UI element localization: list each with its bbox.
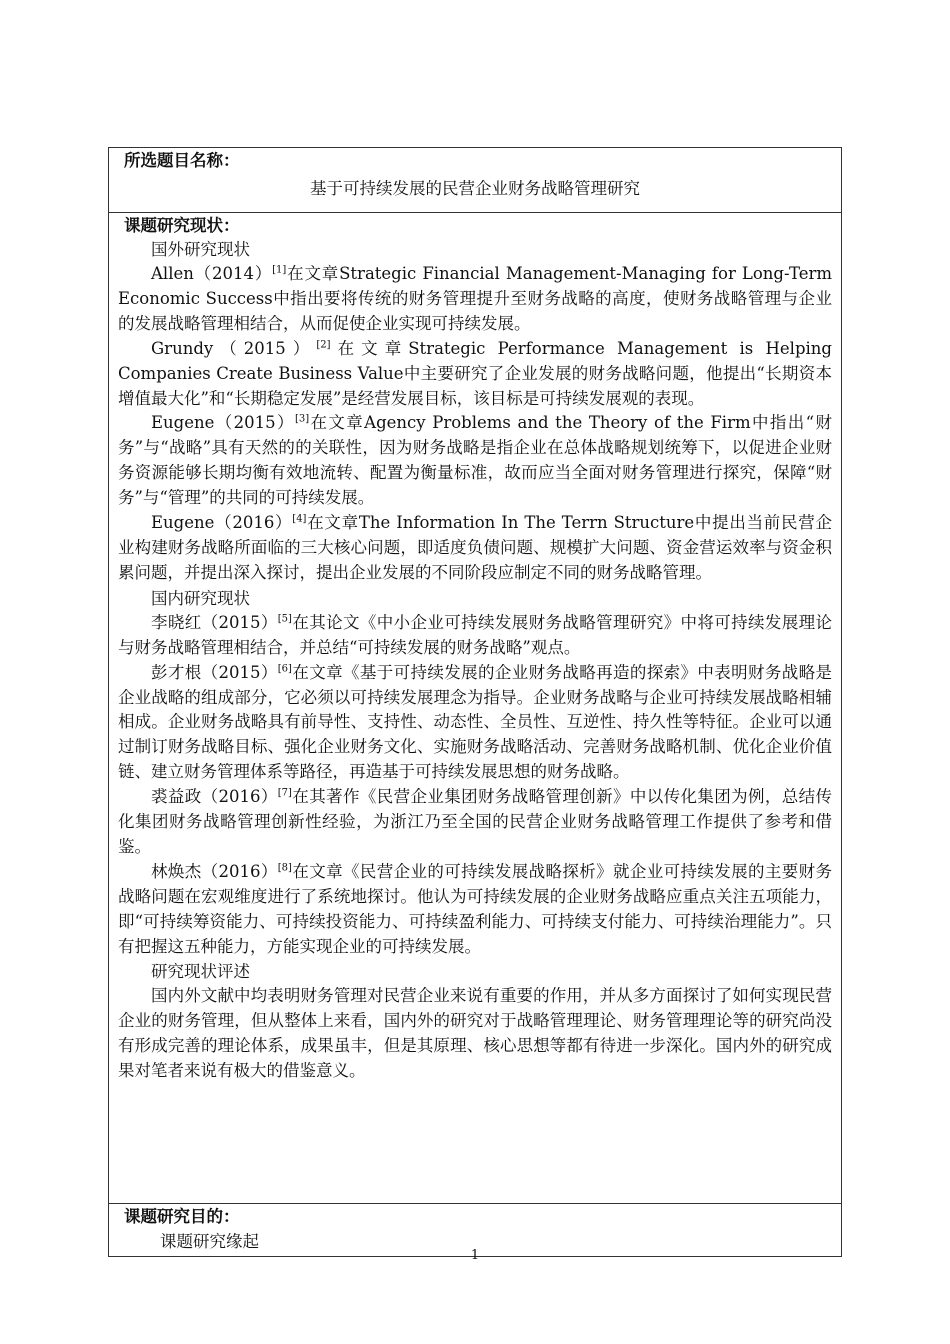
paragraph-text: 在文章Strategic Financial Management-Managing for Long-Term Economic Success中指出要将传统的财务管理提升至财务战略的高度，使财务战略管理与企业的发展战略管理相结合，从而促使企业实现可持续发展。 — [118, 264, 832, 333]
citation-ref: [6] — [277, 663, 292, 675]
domestic-heading: 国内研究现状 — [151, 588, 250, 608]
paragraph-text: 在文章《基于可持续发展的企业财务战略再造的探索》中表明财务战略是企业战略的组成部分，它必须以可持续发展理念为指导。企业财务战略与企业可持续发展战略相辅相成。企业财务战略具有前导性、支持性、动态性、全员性、互逆性、持久性等特征。企业可以通过制订财务战略目标、强化企业财务文化、实施财务战略活动、完善财务战略机制、优化企业价值链、建立财务管理体系等路径，再造基于可持续发展思想的财务战略。 — [118, 662, 833, 782]
domestic-paragraph — [118, 661, 832, 786]
proposal-table — [108, 147, 842, 1257]
review-heading: 研究现状评述 — [151, 962, 250, 982]
paragraph-text: 在文章《民营企业的可持续发展战略探析》就企业可持续发展的主要财务战略问题在宏观维度进行了系统地探讨。他认为可持续发展的企业财务战略应重点关注五项能力，即“可持续筹资能力、可持续投资能力、可持续盈利能力、可持续支付能力、可持续治理能力”。只有把握这五种能力，方能实现企业的可持续发展。 — [118, 861, 833, 956]
purpose-subheading: 课题研究缘起 — [160, 1232, 259, 1251]
citation-ref: [4] — [292, 513, 307, 525]
paragraph-text: 在其著作《民营企业集团财务战略管理创新》中以传化集团为例，总结传化集团财务战略管理创新性经验，为浙江乃至全国的民营企业财务战略管理工作提供了参考和借鉴。 — [118, 787, 833, 856]
purpose-label: 课题研究目的： — [124, 1207, 240, 1226]
citation-author: Allen（2014） — [151, 264, 273, 283]
topic-row — [109, 148, 842, 213]
topic-cell — [109, 148, 842, 213]
citation-ref: [8] — [277, 862, 292, 874]
review-paragraph: 国内外文献中均表明财务管理对民营企业来说有重要的作用，并从多方面探讨了如何实现民营企业的财务管理，但从整体上来看，国内外的研究对于战略管理理论、财务管理理论等的研究尚没有形成完善的理论体系，成果虽丰，但是其原理、核心思想等都有待进一步深化。国内外的研究成果对笔者来说有极大的借鉴意义。 — [118, 986, 832, 1081]
status-cell — [109, 213, 842, 1204]
domestic-paragraph — [118, 860, 832, 960]
paragraph-text: 在文章The Information In The Terrn Structure中提出当前民营企业构建财务战略所面临的三大核心问题，即适度负债问题、规模扩大问题、资金营运效率与资金积累问题，并提出深入探讨，提出企业发展的不同阶段应制定不同的财务战略管理。 — [118, 513, 832, 582]
foreign-paragraph — [118, 411, 832, 511]
topic-label: 所选题目名称： — [124, 151, 240, 170]
citation-author: Eugene（2016） — [151, 513, 293, 533]
status-row — [109, 213, 842, 1204]
citation-author: 林焕杰（2016） — [151, 861, 278, 881]
foreign-paragraph — [118, 262, 832, 337]
paragraph-text: 在文章Agency Problems and the Theory of the Firm中指出“财务”与“战略”具有天然的的关联性，因为财务战略是指企业在总体战略规划统筹下，以促进企业财务资源能够长期均衡有效地流转、配置为衡量标准，故而应当全面对财务管理进行探究，保障“财务”与“管理”的共同的可持续发展。 — [118, 413, 832, 508]
status-label: 课题研究现状： — [124, 216, 240, 235]
domestic-paragraph — [118, 611, 832, 661]
citation-author: Grundy（2015） — [151, 338, 317, 358]
paragraph-text: 在文章Strategic Performance Management is Helping Companies Create Business Value中主要研究了企业发展的财务战略问题，他提出“长期资本增值最大化”和“长期稳定发展”是经营发展目标，该目标是可持续发展观的表现。 — [118, 338, 832, 408]
citation-author: 裘益政（2016） — [151, 787, 278, 807]
topic-title: 基于可持续发展的民营企业财务战略管理研究 — [310, 179, 640, 198]
citation-author: 李晓红（2015） — [151, 612, 278, 632]
citation-ref: [2] — [316, 339, 331, 351]
page-number: 1 — [470, 1248, 480, 1263]
foreign-heading: 国外研究现状 — [151, 240, 250, 259]
citation-ref: [1] — [272, 264, 287, 276]
citation-ref: [5] — [277, 613, 292, 625]
foreign-paragraph — [118, 337, 832, 412]
citation-ref: [3] — [294, 413, 310, 425]
citation-ref: [7] — [277, 787, 292, 799]
domestic-paragraph — [118, 785, 832, 860]
foreign-paragraph — [118, 511, 832, 586]
paragraph-text: 在其论文《中小企业可持续发展财务战略管理研究》中将可持续发展理论与财务战略管理相结合，并总结“可持续发展的财务战略”观点。 — [118, 612, 833, 657]
citation-author: 彭才根（2015） — [151, 662, 278, 682]
citation-author: Eugene（2015） — [151, 413, 295, 433]
